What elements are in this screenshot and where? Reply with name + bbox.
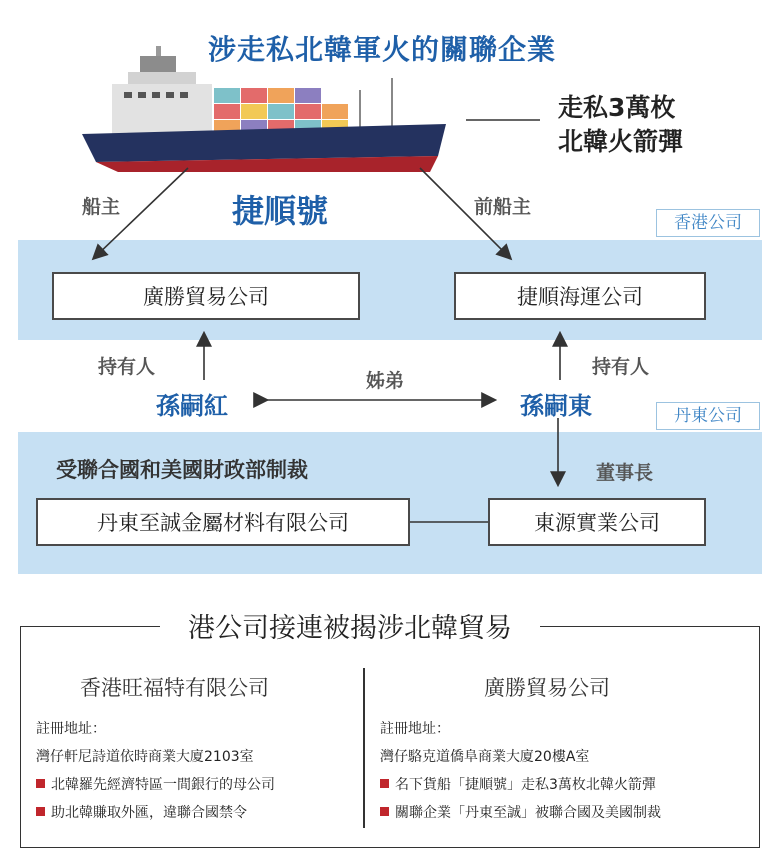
bottom-divider bbox=[363, 668, 365, 828]
right-addr-label: 註冊地址： bbox=[380, 721, 450, 737]
left-addr: 灣仔軒尼詩道依時商業大廈2103室 bbox=[36, 749, 254, 765]
cargo-line-2: 北韓火箭彈 bbox=[558, 127, 684, 156]
holder-right-label: 持有人 bbox=[592, 356, 650, 378]
dandong-zhicheng-company-box: 丹東至誠金屬材料有限公司 bbox=[36, 498, 410, 546]
jieshun-company-box: 捷順海運公司 bbox=[454, 272, 706, 320]
sanction-note: 受聯合國和美國財政部制裁 bbox=[56, 457, 308, 482]
left-company-name: 香港旺福特有限公司 bbox=[80, 676, 269, 700]
siblings-label: 姊弟 bbox=[366, 370, 405, 392]
hongkong-region-tag: 香港公司 bbox=[656, 209, 760, 237]
right-bullet-1: 名下貨船「捷順號」走私3萬枚北韓火箭彈 bbox=[380, 774, 656, 794]
cargo-line-1: 走私3萬枚 bbox=[558, 93, 676, 122]
left-addr-label: 註冊地址： bbox=[36, 721, 106, 737]
person-sun-sidong: 孫嗣東 bbox=[520, 392, 592, 420]
chairman-label: 董事長 bbox=[596, 462, 654, 484]
dongyuan-company-box: 東源實業公司 bbox=[488, 498, 706, 546]
left-bullet-1: 北韓羅先經濟特區一間銀行的母公司 bbox=[36, 774, 275, 794]
diagram-title: 涉走私北韓軍火的關聯企業 bbox=[208, 33, 557, 66]
dandong-region-tag: 丹東公司 bbox=[656, 402, 760, 430]
former-owner-label: 前船主 bbox=[474, 196, 532, 218]
person-sun-sihong: 孫嗣紅 bbox=[156, 392, 228, 420]
bottom-heading: 港公司接連被揭涉北韓貿易 bbox=[160, 606, 540, 645]
owner-label: 船主 bbox=[82, 196, 121, 218]
left-bullet-2: 助北韓賺取外匯，違聯合國禁令 bbox=[36, 802, 247, 822]
right-company-name: 廣勝貿易公司 bbox=[484, 676, 610, 700]
ship-name: 捷順號 bbox=[232, 192, 329, 230]
right-addr: 灣仔駱克道僑阜商業大廈20樓A室 bbox=[380, 749, 590, 765]
guangsheng-company-box: 廣勝貿易公司 bbox=[52, 272, 360, 320]
right-bullet-2: 關聯企業「丹東至誠」被聯合國及美國制裁 bbox=[380, 802, 661, 822]
holder-left-label: 持有人 bbox=[98, 356, 156, 378]
